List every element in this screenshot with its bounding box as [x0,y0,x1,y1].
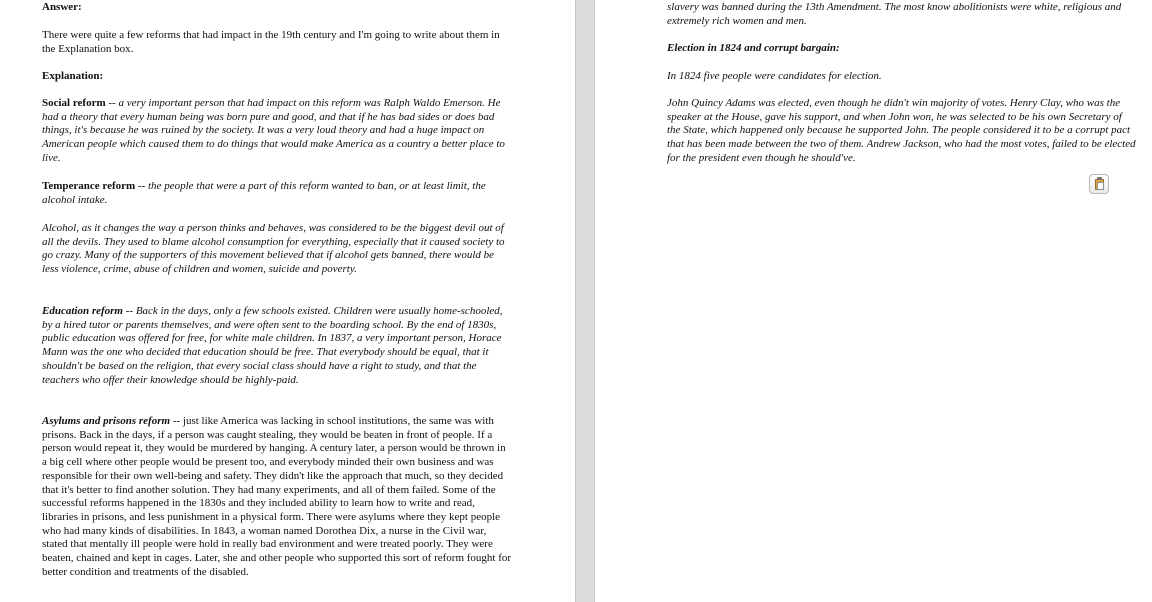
document-page-right [595,0,1152,602]
temperance-reform-paragraph [42,180,512,207]
explanation-heading: Explanation: [42,70,104,82]
page-gutter [575,0,595,602]
asylums-reform-separator: -- [170,415,183,427]
clipboard-clip-shape [1097,177,1102,180]
asylums-reform-body: just like America was lacking in school institutions, the same was with prisons. Back in the days, if a person was caught stealing, they would be beaten in front of people. If a person would repeat it, they would be murdered by hanging. A century later, a person would be thrown in a big cell where other people would be present too, and everybody minded their own business and was responsible for their own well-being and safety. They didn't like the approach that much, so they decided that it's better to find another solution. They had many experiments, and all of them failed. Some of the successful reforms happened in the 1830s and they included ability to learn how to write and read, libraries in prisons, and less punishment in a physical form. There were asylums where they kept people who had many kinds of disabilities. In 1843, a woman named Dorothea Dix, a nurse in the Civil war, stated that mentally ill people were hold in really bad environment and were treated poorly. They were beaten, chained and kept in cages. Later, she and other people who supported this sort of reform fought for better condition and treatments of the disabled. [42,415,512,578]
election-heading: Election in 1824 and corrupt bargain: [667,42,840,54]
clipboard-sheet-shape [1097,182,1104,190]
education-reform-paragraph [42,305,512,387]
slavery-paragraph: slavery was banned during the 13th Amendment. The most know abolitionists were white, religious and extremely rich women and men. [667,1,1122,27]
education-reform-title: Education reform [42,305,123,317]
asylums-reform-paragraph [42,415,512,579]
intro-paragraph: There were quite a few reforms that had impact in the 19th century and I'm going to write about them in the Explanation box. [42,29,500,55]
temperance-reform-title: Temperance reform [42,180,136,192]
document-page-left [0,0,575,602]
asylums-reform-title: Asylums and prisons reform [42,415,171,427]
social-reform-body: a very important person that had impact on this reform was Ralph Waldo Emerson. He had a theory that every human being was born pure and good, and that if he has bad sides or does bad things, it's because he was ruined by the society. It was a very loud theory and had a huge impact on American people which caused them to do things that would make America as a country a better place to live. [42,97,505,164]
answer-heading: Answer: [42,1,82,13]
education-reform-body: Back in the days, only a few schools existed. Children were usually home-schooled, by a hired tutor or parents themselves, and were often sent to the boarding school. By the end of 1830s, public education was offered for free, for white male children. In 1837, a very important person, Horace Mann was the one who decided that education should be free. That everybody should be equal, that it shouldn't be based on the religion, that every social class should have a right to study, and that the teachers who offer their knowledge should be highly-paid. [42,305,503,386]
temperance-reform-separator: -- [135,180,148,192]
election-body: John Quincy Adams was elected, even though he didn't win majority of votes. Henry Clay, who was the speaker at the House, gave his support, and when John won, he was selected to be his own Secretary of the State, which happened only because he supported John. The people considered it to be a corrupt pact that has been made between the two of them. Andrew Jackson, who had the most votes, failed to be elected for the president even though he should've. [667,97,1136,164]
election-intro: In 1824 five people were candidates for election. [667,70,882,82]
social-reform-title: Social reform [42,97,106,109]
social-reform-paragraph [42,97,512,166]
social-reform-separator: -- [105,97,119,109]
alcohol-paragraph: Alcohol, as it changes the way a person thinks and behaves, was considered to be the biggest devil out of all the devils. They used to blame alcohol consumption for everything, especially that it caused society to go crazy. Many of the supporters of this movement believed that if alcohol gets banned, there would be less violence, crime, abuse of children and women, suicide and poverty. [42,222,505,276]
temperance-reform-body: the people that were a part of this reform wanted to ban, or at least limit, the alcohol intake. [42,180,486,206]
clipboard-paste-icon[interactable] [1089,174,1109,194]
education-reform-separator: -- [122,305,136,317]
